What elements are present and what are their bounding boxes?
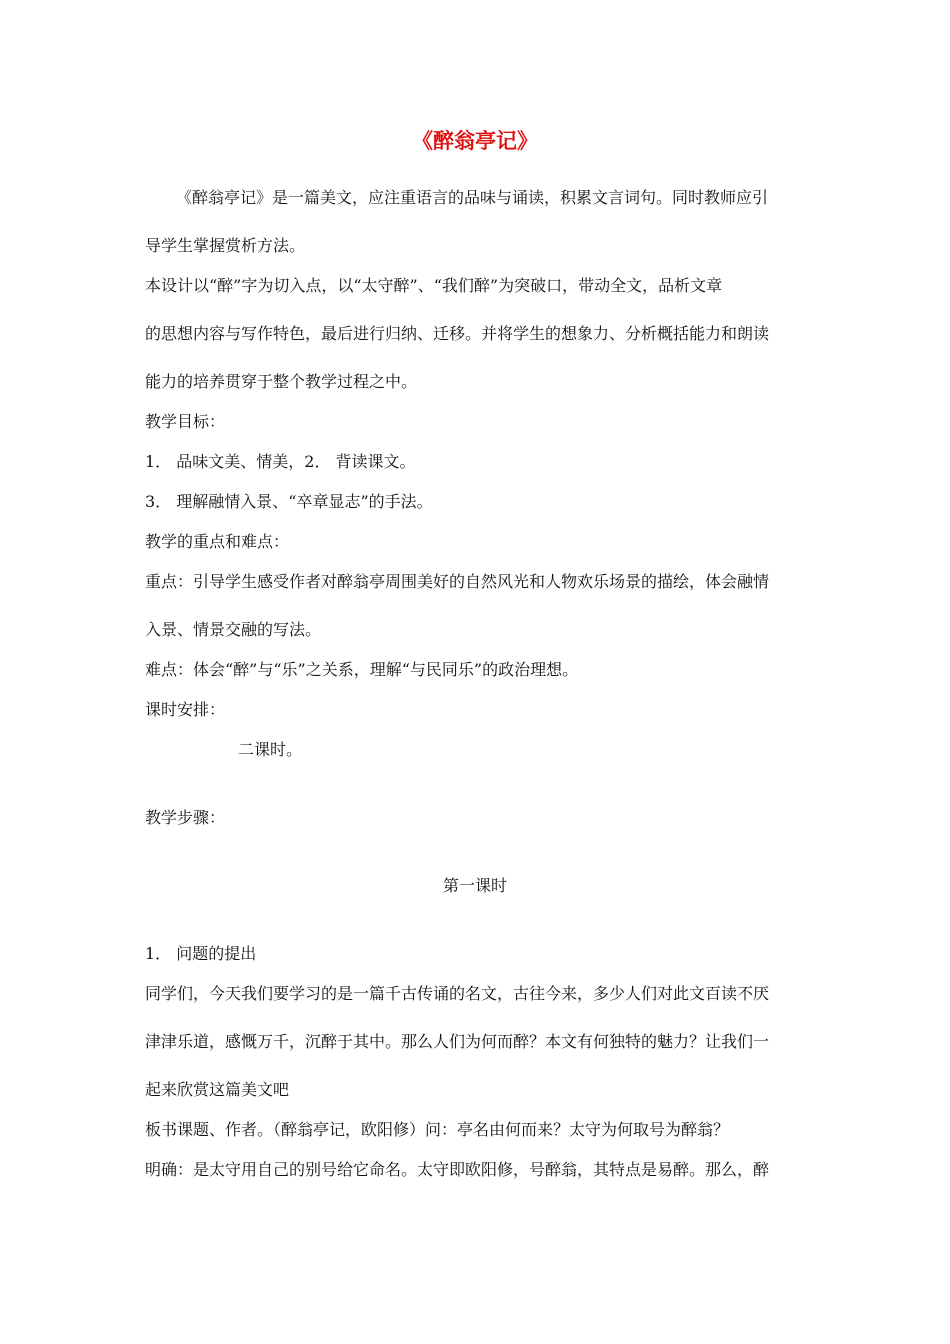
paragraph-line: 入景、情景交融的写法。 (145, 620, 322, 639)
steps-heading: 教学步骤： (145, 808, 226, 827)
paragraph-line: 能力的培养贯穿于整个教学过程之中。 (145, 372, 418, 391)
paragraph-line: 起来欣赏这篇美文吧 (145, 1080, 290, 1099)
paragraph-line: 难点：体会“醉”与“乐”之关系，理解“与民同乐”的政治理想。 (145, 660, 579, 679)
schedule-value: 二课时。 (238, 740, 303, 759)
paragraph-line: 本设计以“醉”字为切入点，以“太守醉”、“我们醉”为突破口，带动全文，品析文章 (145, 276, 723, 295)
paragraph-line: 板书课题、作者。（醉翁亭记，欧阳修）问：亭名由何而来？太守为何取号为醉翁？ (145, 1120, 730, 1139)
paragraph-line: 导学生掌握赏析方法。 (145, 236, 306, 255)
goal-item: 1． 品味文美、情美，2． 背读课文。 (145, 452, 416, 471)
paragraph-line: 明确：是太守用自己的别号给它命名。太守即欧阳修，号醉翁，其特点是易醉。那么，醉 (145, 1160, 770, 1179)
paragraph-line: 津津乐道，感慨万千，沉醉于其中。那么人们为何而醉？本文有何独特的魅力？让我们一 (145, 1032, 770, 1051)
step-item: 1． 问题的提出 (145, 944, 257, 963)
paragraph-line: 同学们，今天我们要学习的是一篇千古传诵的名文，古往今来，多少人们对此文百读不厌 (145, 984, 770, 1003)
document-title: 《醉翁亭记》 (412, 128, 538, 153)
schedule-heading: 课时安排： (145, 700, 226, 719)
paragraph-line: 《醉翁亭记》是一篇美文，应注重语言的品味与诵读，积累文言词句。同时教师应引 (176, 188, 769, 207)
paragraph-line: 的思想内容与写作特色，最后进行归纳、迁移。并将学生的想象力、分析概括能力和朗读 (145, 324, 770, 343)
paragraph-line: 重点：引导学生感受作者对醉翁亭周围美好的自然风光和人物欢乐场景的描绘，体会融情 (145, 572, 770, 591)
lesson-heading: 第一课时 (442, 876, 507, 895)
key-points-heading: 教学的重点和难点： (145, 532, 290, 551)
goals-heading: 教学目标： (145, 412, 226, 431)
goal-item: 3． 理解融情入景、“卒章显志”的手法。 (145, 492, 433, 511)
